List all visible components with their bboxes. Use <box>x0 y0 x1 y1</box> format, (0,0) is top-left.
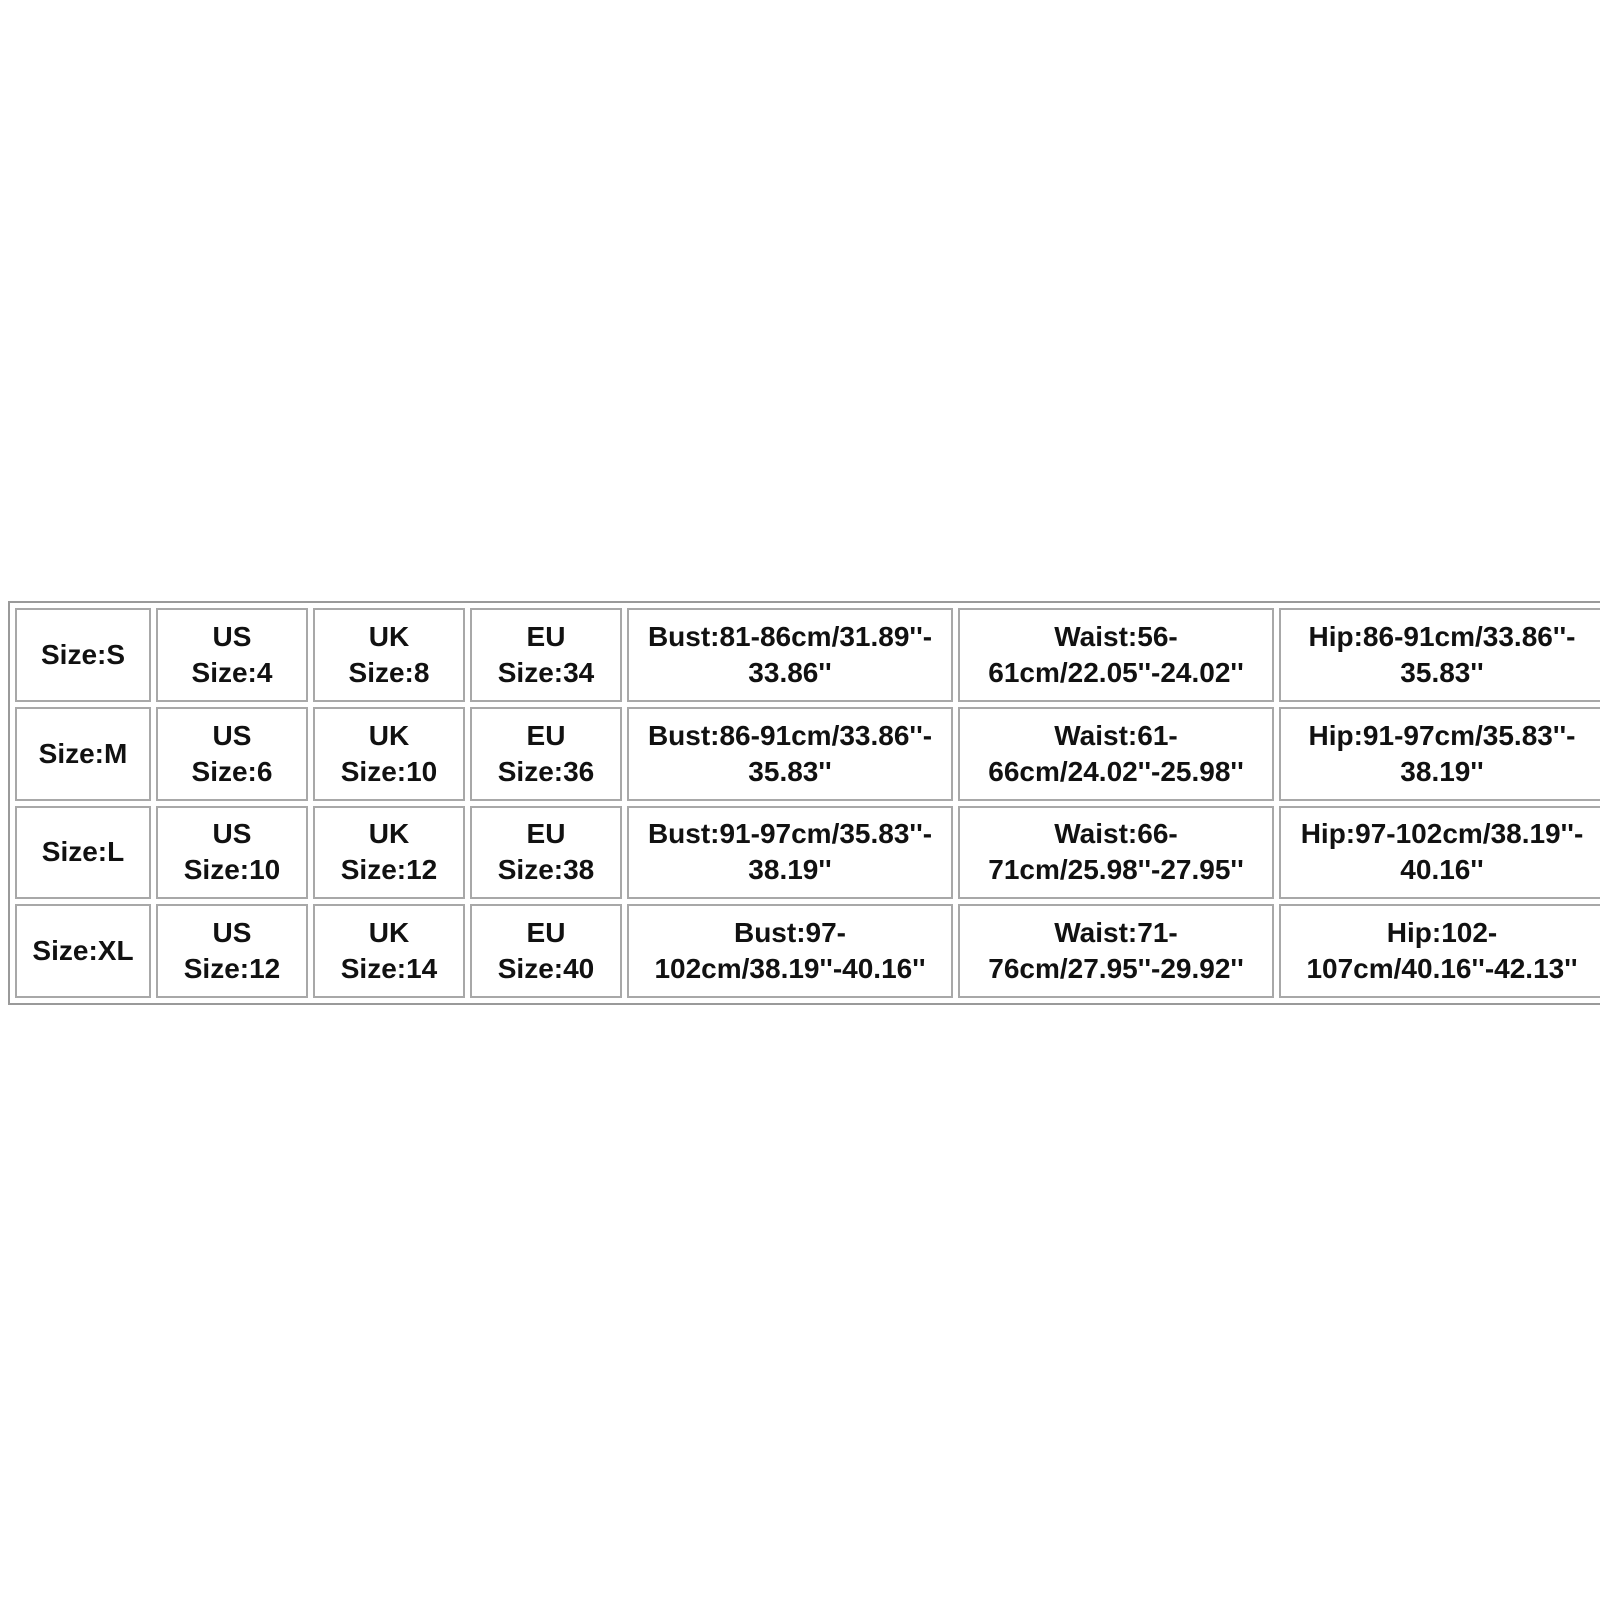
size-label-cell: Size:M <box>15 707 151 801</box>
uk-size-cell: UK Size:8 <box>313 608 465 702</box>
bust-cell: Bust:91-97cm/35.83''- 38.19'' <box>627 806 953 900</box>
waist-cell: Waist:71- 76cm/27.95''-29.92'' <box>958 904 1274 998</box>
us-size-cell: US Size:10 <box>156 806 308 900</box>
eu-size-cell: EU Size:36 <box>470 707 622 801</box>
waist-cell: Waist:61- 66cm/24.02''-25.98'' <box>958 707 1274 801</box>
bust-cell: Bust:97- 102cm/38.19''-40.16'' <box>627 904 953 998</box>
us-size-cell: US Size:12 <box>156 904 308 998</box>
bust-cell: Bust:81-86cm/31.89''- 33.86'' <box>627 608 953 702</box>
eu-size-cell: EU Size:34 <box>470 608 622 702</box>
size-row-m <box>15 707 1600 801</box>
hip-cell: Hip:102- 107cm/40.16''-42.13'' <box>1279 904 1600 998</box>
eu-size-cell: EU Size:40 <box>470 904 622 998</box>
us-size-cell: US Size:6 <box>156 707 308 801</box>
uk-size-cell: UK Size:10 <box>313 707 465 801</box>
waist-cell: Waist:56- 61cm/22.05''-24.02'' <box>958 608 1274 702</box>
hip-cell: Hip:97-102cm/38.19''- 40.16'' <box>1279 806 1600 900</box>
size-row-s <box>15 608 1600 702</box>
bust-cell: Bust:86-91cm/33.86''- 35.83'' <box>627 707 953 801</box>
eu-size-cell: EU Size:38 <box>470 806 622 900</box>
size-row-xl <box>15 904 1600 998</box>
size-chart-table <box>8 601 1600 1005</box>
hip-cell: Hip:86-91cm/33.86''- 35.83'' <box>1279 608 1600 702</box>
uk-size-cell: UK Size:14 <box>313 904 465 998</box>
hip-cell: Hip:91-97cm/35.83''- 38.19'' <box>1279 707 1600 801</box>
uk-size-cell: UK Size:12 <box>313 806 465 900</box>
size-label-cell: Size:XL <box>15 904 151 998</box>
size-row-l <box>15 806 1600 900</box>
us-size-cell: US Size:4 <box>156 608 308 702</box>
size-label-cell: Size:S <box>15 608 151 702</box>
waist-cell: Waist:66- 71cm/25.98''-27.95'' <box>958 806 1274 900</box>
size-label-cell: Size:L <box>15 806 151 900</box>
